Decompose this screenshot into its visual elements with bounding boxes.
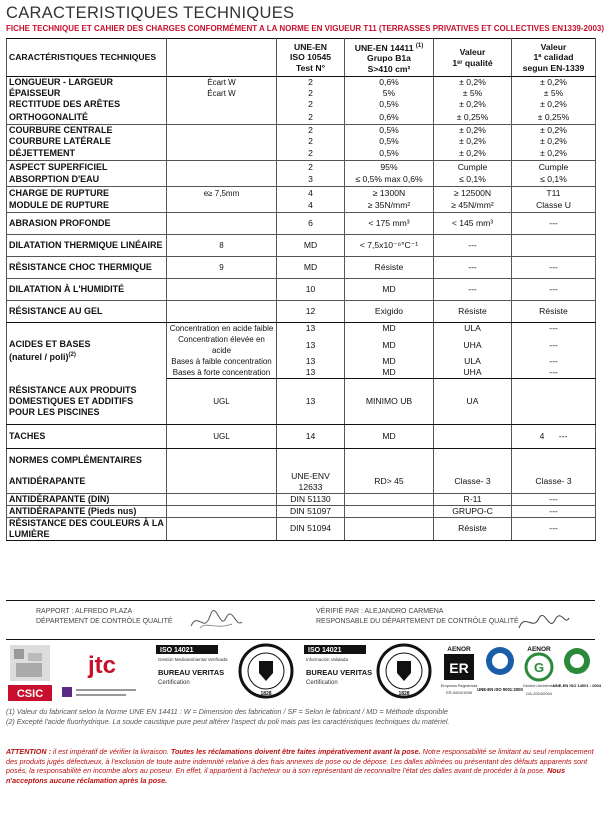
test-number: 4 bbox=[277, 187, 345, 199]
value-1: ± 0,2% bbox=[434, 99, 512, 110]
value-2: ± 0,2% bbox=[512, 147, 596, 161]
footnote-1: (1) Valeur du fabricant selon la Norme UNE EN 14411 : W = Dimension des fabrication / SF = Selon le fabricant / MD = Méthode disponible bbox=[6, 707, 448, 716]
une-value: Exigido bbox=[345, 301, 434, 323]
value-1: ULA bbox=[434, 356, 512, 367]
table-row bbox=[7, 88, 596, 99]
property-name: ACIDES ET BASES (naturel / poli)$^{(2)}$ bbox=[7, 323, 167, 379]
value-2: ± 5% bbox=[512, 88, 596, 99]
property-name: COURBURE CENTRALE bbox=[7, 124, 167, 136]
test-number: 2 bbox=[277, 110, 345, 124]
header-valeur-2: Valeur 1ª calidad segun EN-1339 bbox=[512, 39, 596, 77]
svg-text:Gestión Ambiental: Gestión Ambiental bbox=[522, 683, 556, 688]
svg-text:AENOR: AENOR bbox=[527, 646, 551, 653]
test-number: 2 bbox=[277, 147, 345, 161]
value-1: ± 0,2% bbox=[434, 147, 512, 161]
normes-heading-row bbox=[7, 449, 596, 471]
report-signature: RAPPORT : ALFREDO PLAZA DÉPARTEMENT DE CONTRÔLE QUALITÉ bbox=[36, 608, 173, 625]
value-1: ± 0,25% bbox=[434, 110, 512, 124]
property-name: TACHES bbox=[7, 425, 167, 449]
table-row bbox=[7, 425, 596, 449]
table-row bbox=[7, 235, 596, 257]
test-number: 13 bbox=[277, 334, 345, 356]
value-1: ± 0,2% bbox=[434, 136, 512, 147]
property-name: CHARGE DE RUPTURE bbox=[7, 187, 167, 199]
value-2: ± 0,25% bbox=[512, 110, 596, 124]
test-number: 2 bbox=[277, 99, 345, 110]
iso-bureau-veritas-logo-2 bbox=[304, 643, 444, 703]
value-2: --- bbox=[512, 323, 596, 335]
table-row bbox=[7, 471, 596, 494]
value-1: ≥ 45N/mm² bbox=[434, 199, 512, 213]
property-name: RECTITUDE DES ARÊTES bbox=[7, 99, 167, 110]
condition bbox=[167, 99, 277, 110]
table-row bbox=[7, 213, 596, 235]
test-number: MD bbox=[277, 235, 345, 257]
une-value: Résiste bbox=[345, 257, 434, 279]
table-row bbox=[7, 124, 596, 136]
condition: Bases à forte concentration bbox=[167, 367, 277, 379]
value-1: UHA bbox=[434, 334, 512, 356]
footnotes bbox=[6, 707, 595, 726]
table-row bbox=[7, 99, 596, 110]
value-1: ≤ 0,1% bbox=[434, 173, 512, 187]
test-number: 2 bbox=[277, 124, 345, 136]
test-number: 13 bbox=[277, 367, 345, 379]
svg-text:1828: 1828 bbox=[398, 691, 410, 697]
table-row bbox=[7, 187, 596, 199]
value-2: Classe U bbox=[512, 199, 596, 213]
value-2: --- bbox=[512, 334, 596, 356]
value-2: --- bbox=[512, 367, 596, 379]
une-value: 0,5% bbox=[345, 99, 434, 110]
property-name: DILATATION THERMIQUE LINÉAIRE bbox=[7, 235, 167, 257]
empty-cell bbox=[434, 449, 512, 471]
value-2: --- bbox=[512, 257, 596, 279]
condition bbox=[167, 213, 277, 235]
test-number: DIN 51094 bbox=[277, 517, 345, 540]
une-value: ≥ 35N/mm² bbox=[345, 199, 434, 213]
condition bbox=[167, 136, 277, 147]
iqnet-logo-1 bbox=[477, 643, 523, 703]
table-row bbox=[7, 199, 596, 213]
header-test: UNE-EN ISO 10545 Test N° bbox=[277, 39, 345, 77]
value-1: Résiste bbox=[434, 301, 512, 323]
iso-bureau-veritas-logo-1 bbox=[156, 643, 296, 703]
condition: Écart W bbox=[167, 77, 277, 89]
condition bbox=[167, 161, 277, 173]
empty-cell bbox=[167, 449, 277, 471]
iqnet-logo-2 bbox=[552, 643, 602, 703]
value-2: ± 0,2% bbox=[512, 124, 596, 136]
svg-text:1828: 1828 bbox=[260, 691, 272, 697]
value-2: 4 --- bbox=[512, 425, 596, 449]
condition: 9 bbox=[167, 257, 277, 279]
property-name: DÉJETTEMENT bbox=[7, 147, 167, 161]
une-value: ≤ 0,5% max 0,6% bbox=[345, 173, 434, 187]
table-row bbox=[7, 77, 596, 89]
property-name: COURBURE LATÉRALE bbox=[7, 136, 167, 147]
value-1: UA bbox=[434, 379, 512, 425]
une-value: MD bbox=[345, 367, 434, 379]
property-name: LONGUEUR - LARGEUR bbox=[7, 77, 167, 89]
une-value: 0,5% bbox=[345, 147, 434, 161]
property-name: ASPECT SUPERFICIEL bbox=[7, 161, 167, 173]
value-1 bbox=[434, 425, 512, 449]
une-value: MD bbox=[345, 425, 434, 449]
table-row bbox=[7, 136, 596, 147]
value-1: ≥ 12500N bbox=[434, 187, 512, 199]
signature-scribble-right bbox=[511, 606, 571, 636]
test-number: 13 bbox=[277, 323, 345, 335]
value-2: --- bbox=[512, 493, 596, 505]
test-number: MD bbox=[277, 257, 345, 279]
property-name: DILATATION À L'HUMIDITÉ bbox=[7, 279, 167, 301]
table-row bbox=[7, 379, 596, 425]
une-value: MD bbox=[345, 323, 434, 335]
test-number: 3 bbox=[277, 173, 345, 187]
normes-heading: NORMES COMPLÉMENTAIRES bbox=[7, 449, 167, 471]
une-value: 0,5% bbox=[345, 136, 434, 147]
attention-notice: ATTENTION : il est impératif de vérifier la livraison. Toutes les réclamations doivent être faites impérativement avant la pose. Notre responsabilité se limitant au seul remplacement des produits jugés défectueux, à l'exclusion de toute autre indemnité relative à des frais annexes de pose ou de dépose. Les dalles abîmées ou présentant des défauts apparents sont posés, la responsabilité en incombe alors au poseur. En effet, il appartient à l'acheteur ou à son représentant de reconnaître l'état des dalles avant de procéder à la pose. Nous n'acceptons aucune réclamation après la pose. bbox=[6, 747, 594, 785]
condition: 8 bbox=[167, 235, 277, 257]
value-1: < 145 mm³ bbox=[434, 213, 512, 235]
table-row bbox=[7, 323, 596, 335]
value-1: UHA bbox=[434, 367, 512, 379]
value-1: --- bbox=[434, 279, 512, 301]
test-number: DIN 51097 bbox=[277, 505, 345, 517]
svg-text:ER: ER bbox=[449, 660, 469, 676]
test-number: 6 bbox=[277, 213, 345, 235]
svg-text:Gestión Medioambiental Verific: Gestión Medioambiental Verificada bbox=[158, 657, 228, 662]
une-value: 0,5% bbox=[345, 124, 434, 136]
spec-table bbox=[6, 38, 596, 541]
svg-text:UNE-EN ISO 14001 : 2004: UNE-EN ISO 14001 : 2004 bbox=[552, 683, 602, 688]
value-2: ± 0,2% bbox=[512, 99, 596, 110]
property-name: ABRASION PROFONDE bbox=[7, 213, 167, 235]
test-number: 2 bbox=[277, 136, 345, 147]
value-1: GRUPO-C bbox=[434, 505, 512, 517]
une-value bbox=[345, 493, 434, 505]
value-1: ± 0,2% bbox=[434, 77, 512, 89]
test-number: 2 bbox=[277, 77, 345, 89]
value-1: Cumple bbox=[434, 161, 512, 173]
une-value: MD bbox=[345, 279, 434, 301]
page-subtitle: FICHE TECHNIQUE ET CAHIER DES CHARGES CONFORMÉMENT A LA NORME EN VIGUEUR T11 (TERRASSES PRIVATIVES ET COLLECTIVES EN1339-2003) bbox=[6, 24, 604, 33]
condition: e≥ 7,5mm bbox=[167, 187, 277, 199]
header-une: UNE-EN 14411 $^{(1)}$ Grupo B1a S>410 cm² bbox=[345, 39, 434, 77]
property-name: ANTIDÉRAPANTE bbox=[7, 471, 167, 494]
page-title: CARACTERISTIQUES TECHNIQUES bbox=[6, 4, 295, 22]
value-1: ± 0,2% bbox=[434, 124, 512, 136]
svg-text:ISO 14021: ISO 14021 bbox=[160, 647, 194, 654]
une-value: 0,6% bbox=[345, 110, 434, 124]
test-number: 10 bbox=[277, 279, 345, 301]
property-name: RÉSISTANCE AUX PRODUITS DOMESTIQUES ET ADDITIFS POUR LES PISCINES bbox=[7, 379, 167, 425]
une-value: ≥ 1300N bbox=[345, 187, 434, 199]
value-2: --- bbox=[512, 356, 596, 367]
value-1: Classe- 3 bbox=[434, 471, 512, 494]
table-row bbox=[7, 173, 596, 187]
table-row bbox=[7, 493, 596, 505]
svg-text:jtc: jtc bbox=[88, 652, 117, 679]
aenor-ga-logo bbox=[519, 643, 559, 703]
condition bbox=[167, 301, 277, 323]
signature-box bbox=[6, 600, 595, 640]
test-number: 13 bbox=[277, 356, 345, 367]
svg-text:CSIC: CSIC bbox=[16, 688, 44, 700]
property-name: ANTIDÉRAPANTE (DIN) bbox=[7, 493, 167, 505]
svg-text:G: G bbox=[533, 660, 545, 675]
test-number: DIN 51130 bbox=[277, 493, 345, 505]
test-number: 2 bbox=[277, 161, 345, 173]
condition bbox=[167, 471, 277, 494]
value-1: --- bbox=[434, 257, 512, 279]
table-row bbox=[7, 517, 596, 540]
value-2: Classe- 3 bbox=[512, 471, 596, 494]
header-valeur-1: Valeur 1ᵉʳ qualité bbox=[434, 39, 512, 77]
condition: Concentration élevée en acide bbox=[167, 334, 277, 356]
header-characteristics: CARACTÉRISTIQUES TECHNIQUES bbox=[7, 39, 167, 77]
une-value: MINIMO UB bbox=[345, 379, 434, 425]
svg-text:BUREAU VERITAS: BUREAU VERITAS bbox=[306, 668, 373, 677]
une-value bbox=[345, 517, 434, 540]
empty-cell bbox=[277, 449, 345, 471]
svg-text:UNE-EN ISO 9001:2000: UNE-EN ISO 9001:2000 bbox=[477, 687, 523, 692]
svg-text:ER-0694/1998: ER-0694/1998 bbox=[446, 690, 472, 695]
test-number: 13 bbox=[277, 379, 345, 425]
verified-signature: VÉRIFIÉ PAR : ALEJANDRO CARMENA RESPONSABLE DU DÉPARTEMENT DE CONTRÔLE QUALITÉ bbox=[316, 608, 519, 625]
aenor-er-logo bbox=[438, 643, 480, 703]
property-name: ÉPAISSEUR bbox=[7, 88, 167, 99]
table-row bbox=[7, 279, 596, 301]
footnote-2: (2) Excepté l'acide fluorhydrique. La soude caustique pure peut altérer l'aspect du poli mais pas les caractéristiques techniques du matériel. bbox=[6, 716, 450, 726]
test-number: UNE-ENV 12633 bbox=[277, 471, 345, 494]
une-value: MD bbox=[345, 356, 434, 367]
empty-cell bbox=[345, 449, 434, 471]
jtc-logo bbox=[58, 643, 148, 703]
table-row bbox=[7, 110, 596, 124]
property-name: ORTHOGONALITÉ bbox=[7, 110, 167, 124]
property-name: ABSORPTION D'EAU bbox=[7, 173, 167, 187]
property-name: MODULE DE RUPTURE bbox=[7, 199, 167, 213]
value-2: --- bbox=[512, 279, 596, 301]
value-2: --- bbox=[512, 213, 596, 235]
table-row bbox=[7, 147, 596, 161]
svg-text:Empresa Registrada: Empresa Registrada bbox=[440, 683, 478, 688]
table-row bbox=[7, 505, 596, 517]
property-name: RÉSISTANCE CHOC THERMIQUE bbox=[7, 257, 167, 279]
value-2: --- bbox=[512, 517, 596, 540]
condition: Bases à faible concentration bbox=[167, 356, 277, 367]
value-1: ± 5% bbox=[434, 88, 512, 99]
svg-text:ISO 14021: ISO 14021 bbox=[308, 647, 342, 654]
condition bbox=[167, 493, 277, 505]
condition bbox=[167, 517, 277, 540]
condition bbox=[167, 173, 277, 187]
condition bbox=[167, 279, 277, 301]
property-name: RÉSISTANCE DES COULEURS À LA LUMIÈRE bbox=[7, 517, 167, 540]
svg-text:BUREAU VERITAS: BUREAU VERITAS bbox=[158, 668, 225, 677]
condition bbox=[167, 110, 277, 124]
value-1: R-11 bbox=[434, 493, 512, 505]
value-2: --- bbox=[512, 505, 596, 517]
svg-text:AENOR: AENOR bbox=[447, 646, 471, 653]
table-row bbox=[7, 161, 596, 173]
svg-text:Certification: Certification bbox=[158, 680, 190, 686]
header-condition bbox=[167, 39, 277, 77]
une-value: < 7,5x10⁻⁶°C⁻¹ bbox=[345, 235, 434, 257]
svg-text:GA-2004/0094: GA-2004/0094 bbox=[525, 691, 553, 696]
test-number: 14 bbox=[277, 425, 345, 449]
condition: Écart W bbox=[167, 88, 277, 99]
table-row bbox=[7, 257, 596, 279]
condition bbox=[167, 505, 277, 517]
value-2: ≤ 0,1% bbox=[512, 173, 596, 187]
value-2 bbox=[512, 379, 596, 425]
test-number: 4 bbox=[277, 199, 345, 213]
property-name: RÉSISTANCE AU GEL bbox=[7, 301, 167, 323]
condition: UGL bbox=[167, 379, 277, 425]
value-2: T11 bbox=[512, 187, 596, 199]
condition: Concentration en acide faible bbox=[167, 323, 277, 335]
certification-logos bbox=[6, 643, 602, 705]
test-number: 12 bbox=[277, 301, 345, 323]
value-2: ± 0,2% bbox=[512, 136, 596, 147]
value-1: Résiste bbox=[434, 517, 512, 540]
value-2: ± 0,2% bbox=[512, 77, 596, 89]
test-number: 2 bbox=[277, 88, 345, 99]
value-2: Cumple bbox=[512, 161, 596, 173]
une-value: MD bbox=[345, 334, 434, 356]
table-header bbox=[7, 39, 596, 77]
condition: UGL bbox=[167, 425, 277, 449]
value-1: ULA bbox=[434, 323, 512, 335]
value-1: --- bbox=[434, 235, 512, 257]
condition bbox=[167, 147, 277, 161]
empty-cell bbox=[512, 449, 596, 471]
une-value bbox=[345, 505, 434, 517]
property-name: ANTIDÉRAPANTE (Pieds nus) bbox=[7, 505, 167, 517]
table-row bbox=[7, 301, 596, 323]
condition bbox=[167, 124, 277, 136]
une-value: RD> 45 bbox=[345, 471, 434, 494]
csic-logo bbox=[6, 643, 54, 703]
une-value: < 175 mm³ bbox=[345, 213, 434, 235]
une-value: 95% bbox=[345, 161, 434, 173]
une-value: 5% bbox=[345, 88, 434, 99]
une-value: 0,6% bbox=[345, 77, 434, 89]
value-2 bbox=[512, 235, 596, 257]
value-2: Résiste bbox=[512, 301, 596, 323]
svg-text:Certification: Certification bbox=[306, 680, 338, 686]
signature-scribble-left bbox=[186, 606, 246, 636]
svg-text:Información Validada: Información Validada bbox=[306, 657, 348, 662]
condition bbox=[167, 199, 277, 213]
